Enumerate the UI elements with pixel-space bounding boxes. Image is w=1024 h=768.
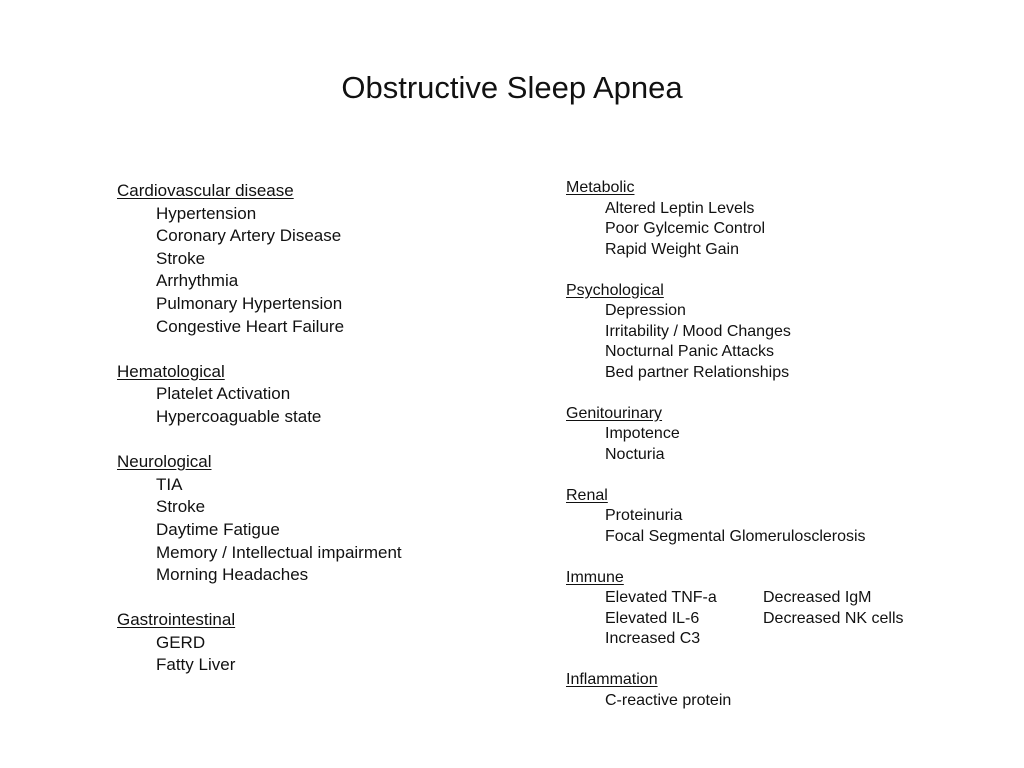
list-item: Pulmonary Hypertension [156,293,343,313]
list-item: GERD [156,632,206,652]
slide-title: Obstructive Sleep Apnea [341,70,683,105]
section-header: Inflammation [566,671,658,688]
list-item: Memory / Intellectual impairment [156,542,402,562]
section-header: Genitourinary [566,404,663,422]
section-header: Hematological [117,361,225,381]
section-metabolic [566,178,986,260]
section-neurological [117,451,517,587]
section-renal [566,486,986,548]
list-item-cell: Decreased IgM [763,589,872,606]
list-item: Altered Leptin Levels [605,199,755,217]
list-item-cell: Increased C3 [605,630,701,647]
list-item: Congestive Heart Failure [156,316,345,336]
list-item: Nocturnal Panic Attacks [605,343,774,360]
list-item: Daytime Fatigue [156,519,280,539]
section-header: Neurological [117,452,212,472]
section-header: Psychological [566,281,664,299]
list-item: Depression [605,302,686,319]
list-item: Proteinuria [605,507,683,524]
list-item: Hypertension [156,203,257,223]
list-item: Impotence [605,425,680,442]
list-item-cell: Elevated TNF-a [605,589,717,606]
list-item: Poor Gylcemic Control [605,220,766,237]
list-item: Fatty Liver [156,655,236,675]
list-item [566,629,986,650]
list-item-cell: Decreased NK cells [763,609,904,627]
list-item: C-reactive protein [605,691,732,709]
list-item: Morning Headaches [156,565,309,585]
list-item: Hypercoaguable state [156,406,322,426]
list-item: Nocturia [605,445,665,463]
list-item: Stroke [156,248,206,268]
section-header: Gastrointestinal [117,610,236,630]
section-psychological [566,281,986,384]
list-item: TIA [156,474,183,494]
list-item: Coronary Artery Disease [156,226,342,246]
list-item [566,609,986,630]
section-genitourinary [566,404,986,466]
section-gastrointestinal [117,609,517,677]
section-inflammation [566,670,986,711]
list-item: Focal Segmental Glomerulosclerosis [605,527,866,545]
section-header: Metabolic [566,179,635,196]
section-hematological [117,361,517,429]
list-item: Stroke [156,497,206,517]
list-item: Irritability / Mood Changes [605,322,791,340]
section-header: Immune [566,568,624,586]
list-item: Bed partner Relationships [605,363,790,381]
section-header: Cardiovascular disease [117,181,294,200]
section-header: Renal [566,486,608,504]
right-column [566,178,986,711]
list-item-cell: Elevated IL-6 [605,609,700,627]
section-cardiovascular-disease [117,180,517,338]
list-item: Arrhythmia [156,271,239,291]
left-column [117,180,517,677]
list-item: Platelet Activation [156,384,291,404]
section-immune [566,568,986,650]
list-item: Rapid Weight Gain [605,240,739,258]
list-item [566,588,986,609]
